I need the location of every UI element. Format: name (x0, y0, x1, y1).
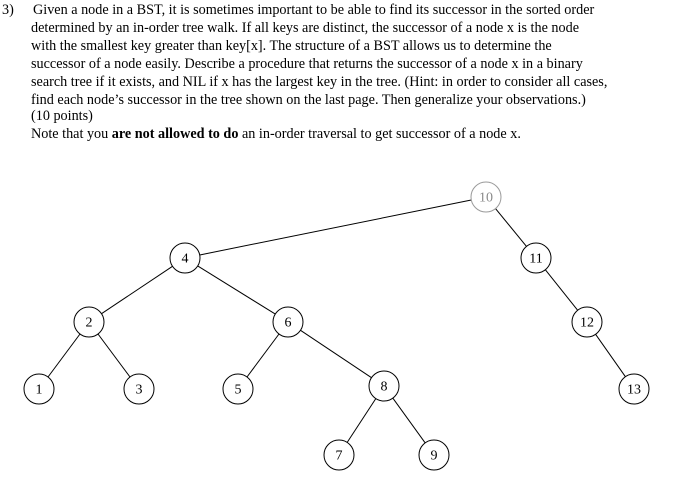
tree-node-12 (572, 307, 602, 337)
note-suffix: an in-order traversal to get successor of a node x. (238, 126, 521, 142)
question-line-text: successor of a node easily. Describe a procedure that returns the successor of a node x in a binary (31, 56, 583, 72)
tree-node-2 (74, 307, 104, 337)
node-label: 2 (85, 315, 93, 331)
node-label: 7 (335, 448, 343, 464)
tree-node-11 (521, 243, 551, 273)
edge-10-4 (200, 200, 472, 255)
tree-node-3 (124, 374, 154, 404)
node-label: 10 (479, 190, 493, 206)
tree-node-1 (24, 374, 54, 404)
note-prefix: Note that you (31, 126, 112, 142)
edge-8-7 (347, 399, 376, 443)
node-label: 3 (135, 382, 143, 398)
question-line-text: find each node’s successor in the tree shown on the last page. Then generalize your observations.) (31, 92, 586, 108)
edge-10-11 (496, 209, 527, 247)
tree-node-6 (273, 307, 303, 337)
tree-node-4 (170, 243, 200, 273)
node-label: 12 (580, 315, 594, 331)
node-label: 8 (380, 379, 388, 395)
node-label: 6 (284, 315, 292, 331)
node-label: 13 (627, 382, 641, 398)
node-label: 11 (529, 251, 543, 267)
question-line-text: with the smallest key greater than key[x]. The structure of a BST allows us to determine the (31, 38, 552, 54)
tree-node-5 (223, 374, 253, 404)
tree-node-13 (619, 374, 649, 404)
question-line-text: determined by an in-order tree walk. If all keys are distinct, the successor of a node x is the node (31, 20, 579, 36)
question-line-text: Given a node in a BST, it is sometimes important to be able to find its successor in the sorted order (33, 2, 595, 18)
edge-6-8 (301, 330, 372, 377)
edge-4-2 (102, 266, 173, 313)
edge-8-9 (393, 398, 425, 443)
node-label: 9 (430, 448, 438, 464)
tree-node-8 (369, 371, 399, 401)
tree-nodes (24, 182, 649, 470)
tree-node-9 (419, 440, 449, 470)
tree-edges (48, 200, 625, 443)
edge-11-12 (545, 270, 577, 311)
question-line-text: search tree if it exists, and NIL if x has the largest key in the tree. (Hint: in order to consider all cases, (31, 74, 608, 90)
node-label: 4 (181, 251, 189, 267)
question-line-text: (10 points) (31, 108, 93, 124)
node-label: 1 (35, 382, 43, 398)
edge-12-13 (596, 334, 626, 376)
tree-node-10 (471, 182, 501, 212)
node-label: 5 (234, 382, 242, 398)
tree-node-7 (324, 440, 354, 470)
edge-6-5 (247, 334, 279, 377)
question-number: 3) (2, 2, 14, 18)
edge-2-3 (98, 334, 130, 377)
edge-2-1 (48, 334, 80, 377)
edge-4-6 (198, 266, 276, 314)
note-emphasis: are not allowed to do (111, 126, 239, 142)
